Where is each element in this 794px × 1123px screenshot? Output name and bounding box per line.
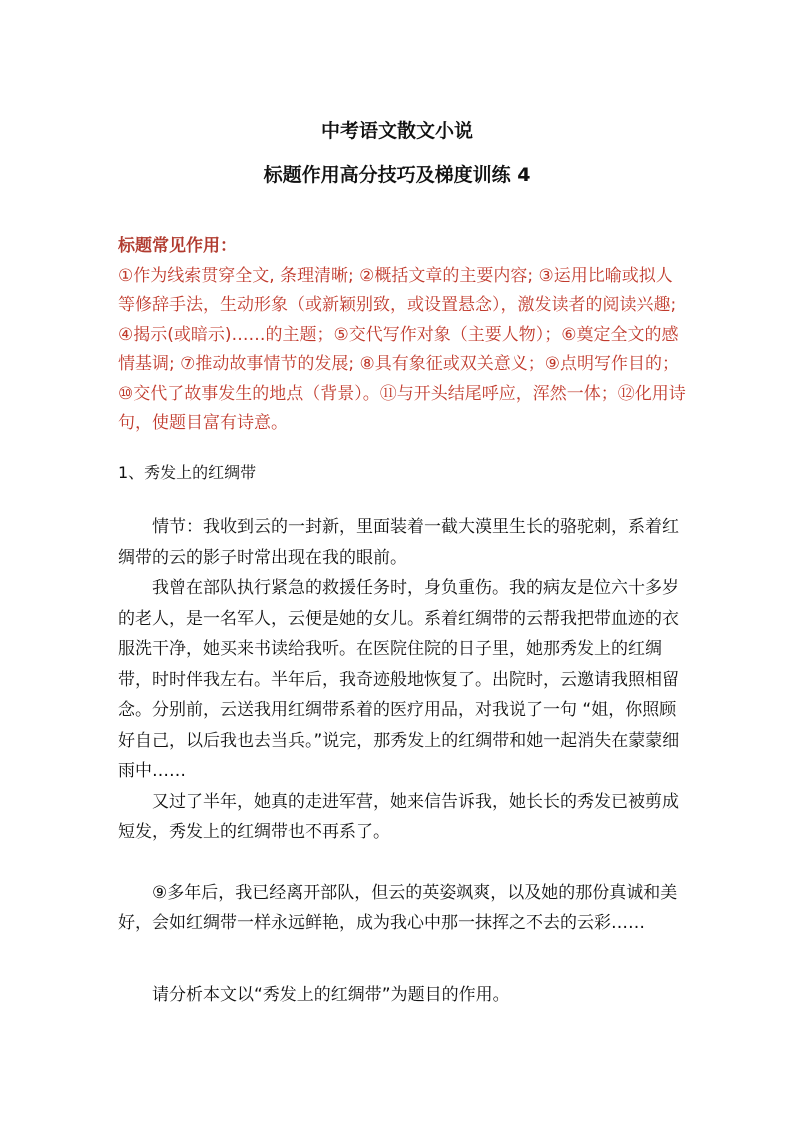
passage-paragraph-2: 我曾在部队执行紧急的救援任务时，身负重伤。我的病友是位六十多岁的老人，是一名军人，云便是她的女儿。系着红绸带的云帮我把带血迹的衣服洗干净，她买来书读给我听。在医院住院的日子里，她那秀发上的红绸带，时时伴我左右。半年后，我奇迹般地恢复了。出院时，云邀请我照相留念。分别前，云送我用红绸带系着的医疗用品，对我说了一句 “姐，你照顾好自己，以后我也去当兵。”说完，那秀发上的红绸带和她一起消失在蒙蒙细雨中…… xyxy=(118,578,680,781)
question-prompt: 请分析本文以“秀发上的红绸带”为题目的作用。 xyxy=(152,985,510,1005)
common-functions-block xyxy=(118,232,686,439)
common-functions-text: ①作为线索贯穿全文, 条理清晰; ②概括文章的主要内容; ③运用比喻或拟人等修辞手法，生动形象（或新颖别致，或设置悬念），激发读者的阅读兴趣; ④揭示(或暗示)……的主题；⑤交代写作对象（主要人物）；⑥奠定全文的感情基调; ⑦推动故事情节的发展; ⑧具有象征或双关意义；⑨点明写作目的；⑩交代了故事发生的地点（背景）。⑪与开头结尾呼应，浑然一体；⑫化用诗句，使题目富有诗意。 xyxy=(118,265,686,433)
document-subtitle: 标题作用高分技巧及梯度训练 4 xyxy=(263,164,531,186)
section-title: 1、秀发上的红绸带 xyxy=(118,463,257,482)
paragraph-spacer xyxy=(118,848,686,878)
passage xyxy=(118,512,686,939)
passage-paragraph-1: 情节：我收到云的一封新，里面装着一截大漠里生长的骆驼刺，系着红绸带的云的影子时常出现在我的眼前。 xyxy=(118,517,679,568)
common-functions-heading: 标题常见作用： xyxy=(118,236,237,256)
passage-paragraph-3: 又过了半年，她真的走进军营，她来信告诉我，她长长的秀发已被剪成短发，秀发上的红绸带也不再系了。 xyxy=(118,791,679,842)
passage-paragraph-4: ⑨多年后，我已经离开部队，但云的英姿飒爽，以及她的那份真诚和美好，会如红绸带一样永远鲜艳，成为我心中那一抹挥之不去的云彩…… xyxy=(118,882,678,933)
document-title: 中考语文散文小说 xyxy=(320,120,473,142)
